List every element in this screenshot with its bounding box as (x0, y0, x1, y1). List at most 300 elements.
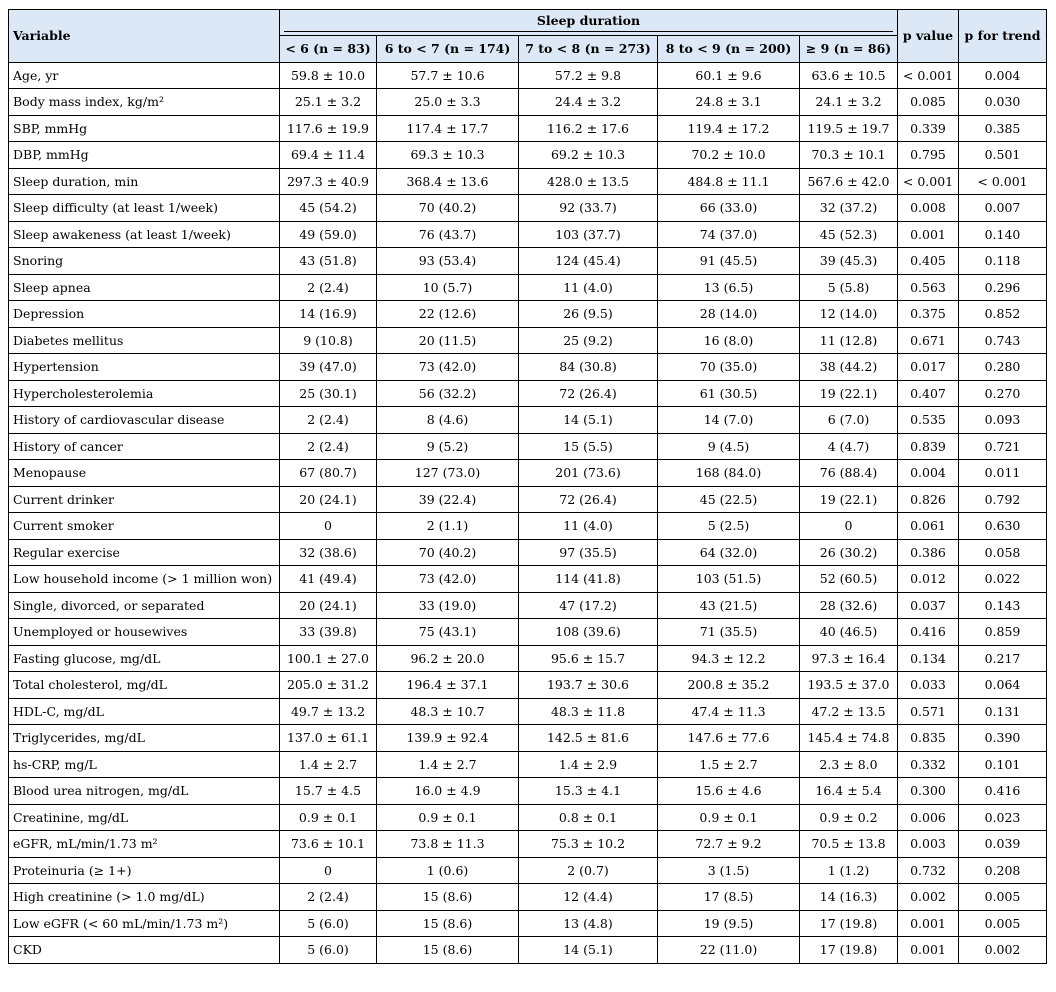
table-cell: 12 (14.0) (800, 301, 898, 328)
table-cell: 3 (1.5) (658, 857, 800, 884)
sleep-duration-table (8, 9, 1047, 964)
p-trend-cell: < 0.001 (959, 168, 1047, 195)
p-value-cell: 0.386 (898, 539, 959, 566)
table-cell: 1 (0.6) (377, 857, 519, 884)
table-cell: 39 (47.0) (280, 354, 377, 381)
row-label: Triglycerides, mg/dL (9, 725, 280, 752)
p-trend-cell: 0.002 (959, 937, 1047, 964)
p-trend-cell: 0.064 (959, 672, 1047, 699)
table-cell: 2 (2.4) (280, 407, 377, 434)
p-value-cell: 0.085 (898, 89, 959, 116)
table-row (9, 89, 1047, 116)
table-cell: 57.7 ± 10.6 (377, 62, 519, 89)
table-cell: 47.4 ± 11.3 (658, 698, 800, 725)
table-cell: 127 (73.0) (377, 460, 519, 487)
table-cell: 47 (17.2) (519, 592, 658, 619)
p-value-cell: 0.732 (898, 857, 959, 884)
p-trend-cell: 0.007 (959, 195, 1047, 222)
table-cell: 428.0 ± 13.5 (519, 168, 658, 195)
table-cell: 193.5 ± 37.0 (800, 672, 898, 699)
table-cell: 52 (60.5) (800, 566, 898, 593)
table-cell: 75 (43.1) (377, 619, 519, 646)
p-value-cell: 0.033 (898, 672, 959, 699)
table-cell: 11 (12.8) (800, 327, 898, 354)
table-row (9, 115, 1047, 142)
table-cell: 38 (44.2) (800, 354, 898, 381)
table-cell: 15 (8.6) (377, 884, 519, 911)
table-cell: 25 (9.2) (519, 327, 658, 354)
p-trend-cell: 0.280 (959, 354, 1047, 381)
table-row (9, 619, 1047, 646)
table-row (9, 672, 1047, 699)
table-row (9, 195, 1047, 222)
group-header-cell (280, 10, 898, 36)
p-trend-cell: 0.296 (959, 274, 1047, 301)
p-value-cell: 0.134 (898, 645, 959, 672)
table-row (9, 778, 1047, 805)
row-label: Menopause (9, 460, 280, 487)
table-cell: 32 (37.2) (800, 195, 898, 222)
table-cell: 96.2 ± 20.0 (377, 645, 519, 672)
p-trend-cell: 0.852 (959, 301, 1047, 328)
table-cell: 43 (21.5) (658, 592, 800, 619)
p-trend-cell: 0.270 (959, 380, 1047, 407)
table-cell: 139.9 ± 92.4 (377, 725, 519, 752)
table-cell: 368.4 ± 13.6 (377, 168, 519, 195)
p-value-header: p value (898, 10, 959, 63)
table-cell: 95.6 ± 15.7 (519, 645, 658, 672)
table-row (9, 725, 1047, 752)
row-label: Sleep duration, min (9, 168, 280, 195)
p-value-cell: 0.405 (898, 248, 959, 275)
row-label: Single, divorced, or separated (9, 592, 280, 619)
table-cell: 15 (5.5) (519, 433, 658, 460)
group-column-header: ≥ 9 (n = 86) (800, 36, 898, 63)
table-cell: 19 (22.1) (800, 486, 898, 513)
table-row (9, 513, 1047, 540)
table-cell: 1.4 ± 2.7 (377, 751, 519, 778)
table-row (9, 248, 1047, 275)
p-trend-cell: 0.385 (959, 115, 1047, 142)
table-row (9, 645, 1047, 672)
p-trend-cell: 0.140 (959, 221, 1047, 248)
table-cell: 56 (32.2) (377, 380, 519, 407)
p-value-cell: 0.001 (898, 221, 959, 248)
table-row (9, 301, 1047, 328)
table-cell: 0.9 ± 0.1 (377, 804, 519, 831)
row-label: Depression (9, 301, 280, 328)
table-row (9, 910, 1047, 937)
table-cell: 15 (8.6) (377, 910, 519, 937)
p-trend-cell: 0.208 (959, 857, 1047, 884)
p-value-cell: 0.300 (898, 778, 959, 805)
table-cell: 72 (26.4) (519, 486, 658, 513)
table-row (9, 274, 1047, 301)
table-cell: 297.3 ± 40.9 (280, 168, 377, 195)
table-body (9, 62, 1047, 963)
table-cell: 19 (22.1) (800, 380, 898, 407)
table-row (9, 168, 1047, 195)
table-cell: 14 (16.9) (280, 301, 377, 328)
p-value-cell: 0.006 (898, 804, 959, 831)
table-cell: 14 (7.0) (658, 407, 800, 434)
table-cell: 39 (45.3) (800, 248, 898, 275)
table-cell: 196.4 ± 37.1 (377, 672, 519, 699)
table-row (9, 592, 1047, 619)
p-value-cell: 0.671 (898, 327, 959, 354)
row-label: Low household income (> 1 million won) (9, 566, 280, 593)
table-cell: 1.4 ± 2.7 (280, 751, 377, 778)
table-cell: 9 (10.8) (280, 327, 377, 354)
table-cell: 48.3 ± 10.7 (377, 698, 519, 725)
p-value-cell: 0.004 (898, 460, 959, 487)
p-trend-cell: 0.023 (959, 804, 1047, 831)
table-cell: 193.7 ± 30.6 (519, 672, 658, 699)
table-cell: 73 (42.0) (377, 354, 519, 381)
table-cell: 24.1 ± 3.2 (800, 89, 898, 116)
table-cell: 45 (54.2) (280, 195, 377, 222)
row-label: Total cholesterol, mg/dL (9, 672, 280, 699)
p-trend-cell: 0.022 (959, 566, 1047, 593)
table-cell: 32 (38.6) (280, 539, 377, 566)
table-row (9, 433, 1047, 460)
table-cell: 0 (280, 857, 377, 884)
p-trend-cell: 0.005 (959, 884, 1047, 911)
table-cell: 0 (800, 513, 898, 540)
table-cell: 0.8 ± 0.1 (519, 804, 658, 831)
table-row (9, 380, 1047, 407)
table-cell: 70 (40.2) (377, 195, 519, 222)
table-row (9, 698, 1047, 725)
table-cell: 205.0 ± 31.2 (280, 672, 377, 699)
table-cell: 0.9 ± 0.1 (658, 804, 800, 831)
table-cell: 2 (2.4) (280, 274, 377, 301)
p-trend-cell: 0.004 (959, 62, 1047, 89)
table-cell: 73.8 ± 11.3 (377, 831, 519, 858)
table-cell: 25.1 ± 3.2 (280, 89, 377, 116)
table-cell: 108 (39.6) (519, 619, 658, 646)
p-value-cell: 0.061 (898, 513, 959, 540)
table-cell: 11 (4.0) (519, 513, 658, 540)
p-value-cell: 0.407 (898, 380, 959, 407)
row-label: Proteinuria (≥ 1+) (9, 857, 280, 884)
table-row (9, 142, 1047, 169)
table-cell: 61 (30.5) (658, 380, 800, 407)
table-cell: 97 (35.5) (519, 539, 658, 566)
table-row (9, 539, 1047, 566)
table-cell: 17 (19.8) (800, 937, 898, 964)
table-row (9, 354, 1047, 381)
table-row (9, 751, 1047, 778)
table-cell: 0.9 ± 0.2 (800, 804, 898, 831)
table-cell: 116.2 ± 17.6 (519, 115, 658, 142)
p-value-cell: 0.001 (898, 937, 959, 964)
p-value-cell: 0.001 (898, 910, 959, 937)
p-value-cell: < 0.001 (898, 62, 959, 89)
row-label: eGFR, mL/min/1.73 m² (9, 831, 280, 858)
table-cell: 4 (4.7) (800, 433, 898, 460)
table-cell: 74 (37.0) (658, 221, 800, 248)
table-row (9, 566, 1047, 593)
row-label: SBP, mmHg (9, 115, 280, 142)
p-trend-cell: 0.011 (959, 460, 1047, 487)
p-trend-cell: 0.217 (959, 645, 1047, 672)
table-cell: 2 (2.4) (280, 884, 377, 911)
row-label: History of cardiovascular disease (9, 407, 280, 434)
table-row (9, 831, 1047, 858)
p-value-cell: 0.002 (898, 884, 959, 911)
table-cell: 48.3 ± 11.8 (519, 698, 658, 725)
p-trend-cell: 0.743 (959, 327, 1047, 354)
row-label: Current smoker (9, 513, 280, 540)
table-cell: 22 (12.6) (377, 301, 519, 328)
table-cell: 14 (16.3) (800, 884, 898, 911)
table-cell: 17 (8.5) (658, 884, 800, 911)
table-cell: 11 (4.0) (519, 274, 658, 301)
table-cell: 8 (4.6) (377, 407, 519, 434)
row-label: Current drinker (9, 486, 280, 513)
table-cell: 168 (84.0) (658, 460, 800, 487)
table-cell: 9 (5.2) (377, 433, 519, 460)
table-cell: 57.2 ± 9.8 (519, 62, 658, 89)
table-cell: 76 (88.4) (800, 460, 898, 487)
row-label: Age, yr (9, 62, 280, 89)
p-trend-cell: 0.058 (959, 539, 1047, 566)
table-cell: 60.1 ± 9.6 (658, 62, 800, 89)
row-label: History of cancer (9, 433, 280, 460)
p-trend-cell: 0.143 (959, 592, 1047, 619)
table-cell: 2 (0.7) (519, 857, 658, 884)
p-value-cell: 0.839 (898, 433, 959, 460)
p-trend-cell: 0.030 (959, 89, 1047, 116)
row-label: Snoring (9, 248, 280, 275)
p-value-cell: 0.037 (898, 592, 959, 619)
p-trend-cell: 0.118 (959, 248, 1047, 275)
table-cell: 147.6 ± 77.6 (658, 725, 800, 752)
table-cell: 17 (19.8) (800, 910, 898, 937)
table-row (9, 804, 1047, 831)
p-trend-cell: 0.131 (959, 698, 1047, 725)
row-label: Sleep apnea (9, 274, 280, 301)
table-cell: 45 (52.3) (800, 221, 898, 248)
table-cell: 70 (35.0) (658, 354, 800, 381)
table-cell: 103 (37.7) (519, 221, 658, 248)
table-cell: 145.4 ± 74.8 (800, 725, 898, 752)
table-cell: 119.4 ± 17.2 (658, 115, 800, 142)
table-cell: 19 (9.5) (658, 910, 800, 937)
table-cell: 567.6 ± 42.0 (800, 168, 898, 195)
table-cell: 117.4 ± 17.7 (377, 115, 519, 142)
table-cell: 70.5 ± 13.8 (800, 831, 898, 858)
table-cell: 45 (22.5) (658, 486, 800, 513)
table-cell: 73 (42.0) (377, 566, 519, 593)
table-cell: 49.7 ± 13.2 (280, 698, 377, 725)
p-value-cell: 0.003 (898, 831, 959, 858)
table-cell: 24.8 ± 3.1 (658, 89, 800, 116)
table-row (9, 937, 1047, 964)
group-column-header: 8 to < 9 (n = 200) (658, 36, 800, 63)
table-cell: 15 (8.6) (377, 937, 519, 964)
table-header (9, 10, 1047, 63)
row-label: Sleep awakeness (at least 1/week) (9, 221, 280, 248)
table-cell: 2 (1.1) (377, 513, 519, 540)
table-cell: 6 (7.0) (800, 407, 898, 434)
row-label: Unemployed or housewives (9, 619, 280, 646)
row-label: High creatinine (> 1.0 mg/dL) (9, 884, 280, 911)
table-cell: 33 (19.0) (377, 592, 519, 619)
p-value-cell: 0.339 (898, 115, 959, 142)
table-cell: 76 (43.7) (377, 221, 519, 248)
table-cell: 13 (4.8) (519, 910, 658, 937)
p-trend-header: p for trend (959, 10, 1047, 63)
table-cell: 200.8 ± 35.2 (658, 672, 800, 699)
sleep-duration-header: Sleep duration (284, 13, 893, 32)
p-value-cell: 0.826 (898, 486, 959, 513)
p-trend-cell: 0.501 (959, 142, 1047, 169)
table-cell: 91 (45.5) (658, 248, 800, 275)
table-cell: 92 (33.7) (519, 195, 658, 222)
p-trend-cell: 0.039 (959, 831, 1047, 858)
table-cell: 201 (73.6) (519, 460, 658, 487)
table-row (9, 327, 1047, 354)
p-value-cell: < 0.001 (898, 168, 959, 195)
row-label: Fasting glucose, mg/dL (9, 645, 280, 672)
p-value-cell: 0.571 (898, 698, 959, 725)
table-cell: 2 (2.4) (280, 433, 377, 460)
row-label: Hypercholesterolemia (9, 380, 280, 407)
table-cell: 59.8 ± 10.0 (280, 62, 377, 89)
table-cell: 16 (8.0) (658, 327, 800, 354)
row-label: Body mass index, kg/m² (9, 89, 280, 116)
p-trend-cell: 0.416 (959, 778, 1047, 805)
p-value-cell: 0.008 (898, 195, 959, 222)
row-label: Blood urea nitrogen, mg/dL (9, 778, 280, 805)
table-cell: 100.1 ± 27.0 (280, 645, 377, 672)
row-label: CKD (9, 937, 280, 964)
table-cell: 14 (5.1) (519, 937, 658, 964)
row-label: Diabetes mellitus (9, 327, 280, 354)
table-cell: 67 (80.7) (280, 460, 377, 487)
table-cell: 137.0 ± 61.1 (280, 725, 377, 752)
table-row (9, 62, 1047, 89)
table-cell: 25.0 ± 3.3 (377, 89, 519, 116)
table-cell: 69.3 ± 10.3 (377, 142, 519, 169)
table-cell: 41 (49.4) (280, 566, 377, 593)
table-cell: 40 (46.5) (800, 619, 898, 646)
p-trend-cell: 0.792 (959, 486, 1047, 513)
table-cell: 70.2 ± 10.0 (658, 142, 800, 169)
table-row (9, 857, 1047, 884)
table-cell: 26 (30.2) (800, 539, 898, 566)
group-column-header: < 6 (n = 83) (280, 36, 377, 63)
table-row (9, 486, 1047, 513)
table-row (9, 884, 1047, 911)
table-container (8, 9, 1047, 964)
table-cell: 12 (4.4) (519, 884, 658, 911)
row-label: hs-CRP, mg/L (9, 751, 280, 778)
table-cell: 70.3 ± 10.1 (800, 142, 898, 169)
table-cell: 93 (53.4) (377, 248, 519, 275)
table-cell: 0 (280, 513, 377, 540)
table-cell: 25 (30.1) (280, 380, 377, 407)
table-cell: 69.2 ± 10.3 (519, 142, 658, 169)
table-cell: 16.4 ± 5.4 (800, 778, 898, 805)
row-label: Creatinine, mg/dL (9, 804, 280, 831)
p-trend-cell: 0.630 (959, 513, 1047, 540)
table-cell: 0.9 ± 0.1 (280, 804, 377, 831)
table-cell: 103 (51.5) (658, 566, 800, 593)
table-cell: 16.0 ± 4.9 (377, 778, 519, 805)
table-cell: 97.3 ± 16.4 (800, 645, 898, 672)
table-cell: 9 (4.5) (658, 433, 800, 460)
row-label: Low eGFR (< 60 mL/min/1.73 m²) (9, 910, 280, 937)
table-cell: 5 (2.5) (658, 513, 800, 540)
table-cell: 39 (22.4) (377, 486, 519, 513)
table-cell: 20 (24.1) (280, 486, 377, 513)
row-label: HDL-C, mg/dL (9, 698, 280, 725)
p-value-cell: 0.835 (898, 725, 959, 752)
table-cell: 1.4 ± 2.9 (519, 751, 658, 778)
table-cell: 10 (5.7) (377, 274, 519, 301)
table-cell: 63.6 ± 10.5 (800, 62, 898, 89)
group-column-header: 7 to < 8 (n = 273) (519, 36, 658, 63)
table-cell: 484.8 ± 11.1 (658, 168, 800, 195)
table-cell: 5 (5.8) (800, 274, 898, 301)
table-cell: 114 (41.8) (519, 566, 658, 593)
p-value-cell: 0.332 (898, 751, 959, 778)
p-value-cell: 0.563 (898, 274, 959, 301)
table-cell: 94.3 ± 12.2 (658, 645, 800, 672)
table-cell: 70 (40.2) (377, 539, 519, 566)
p-trend-cell: 0.721 (959, 433, 1047, 460)
table-cell: 22 (11.0) (658, 937, 800, 964)
table-cell: 71 (35.5) (658, 619, 800, 646)
group-column-header: 6 to < 7 (n = 174) (377, 36, 519, 63)
table-cell: 1.5 ± 2.7 (658, 751, 800, 778)
table-cell: 43 (51.8) (280, 248, 377, 275)
p-value-cell: 0.416 (898, 619, 959, 646)
table-cell: 13 (6.5) (658, 274, 800, 301)
variable-header: Variable (9, 10, 280, 63)
table-cell: 47.2 ± 13.5 (800, 698, 898, 725)
table-cell: 20 (24.1) (280, 592, 377, 619)
table-cell: 24.4 ± 3.2 (519, 89, 658, 116)
table-cell: 124 (45.4) (519, 248, 658, 275)
table-cell: 15.3 ± 4.1 (519, 778, 658, 805)
table-cell: 75.3 ± 10.2 (519, 831, 658, 858)
table-cell: 72.7 ± 9.2 (658, 831, 800, 858)
row-label: DBP, mmHg (9, 142, 280, 169)
table-row (9, 460, 1047, 487)
table-cell: 14 (5.1) (519, 407, 658, 434)
table-cell: 69.4 ± 11.4 (280, 142, 377, 169)
table-cell: 28 (14.0) (658, 301, 800, 328)
row-label: Hypertension (9, 354, 280, 381)
table-cell: 64 (32.0) (658, 539, 800, 566)
table-cell: 5 (6.0) (280, 937, 377, 964)
table-cell: 2.3 ± 8.0 (800, 751, 898, 778)
table-cell: 73.6 ± 10.1 (280, 831, 377, 858)
p-trend-cell: 0.005 (959, 910, 1047, 937)
row-label: Sleep difficulty (at least 1/week) (9, 195, 280, 222)
p-trend-cell: 0.390 (959, 725, 1047, 752)
table-cell: 142.5 ± 81.6 (519, 725, 658, 752)
p-value-cell: 0.535 (898, 407, 959, 434)
table-cell: 15.7 ± 4.5 (280, 778, 377, 805)
p-trend-cell: 0.101 (959, 751, 1047, 778)
table-cell: 33 (39.8) (280, 619, 377, 646)
p-value-cell: 0.795 (898, 142, 959, 169)
